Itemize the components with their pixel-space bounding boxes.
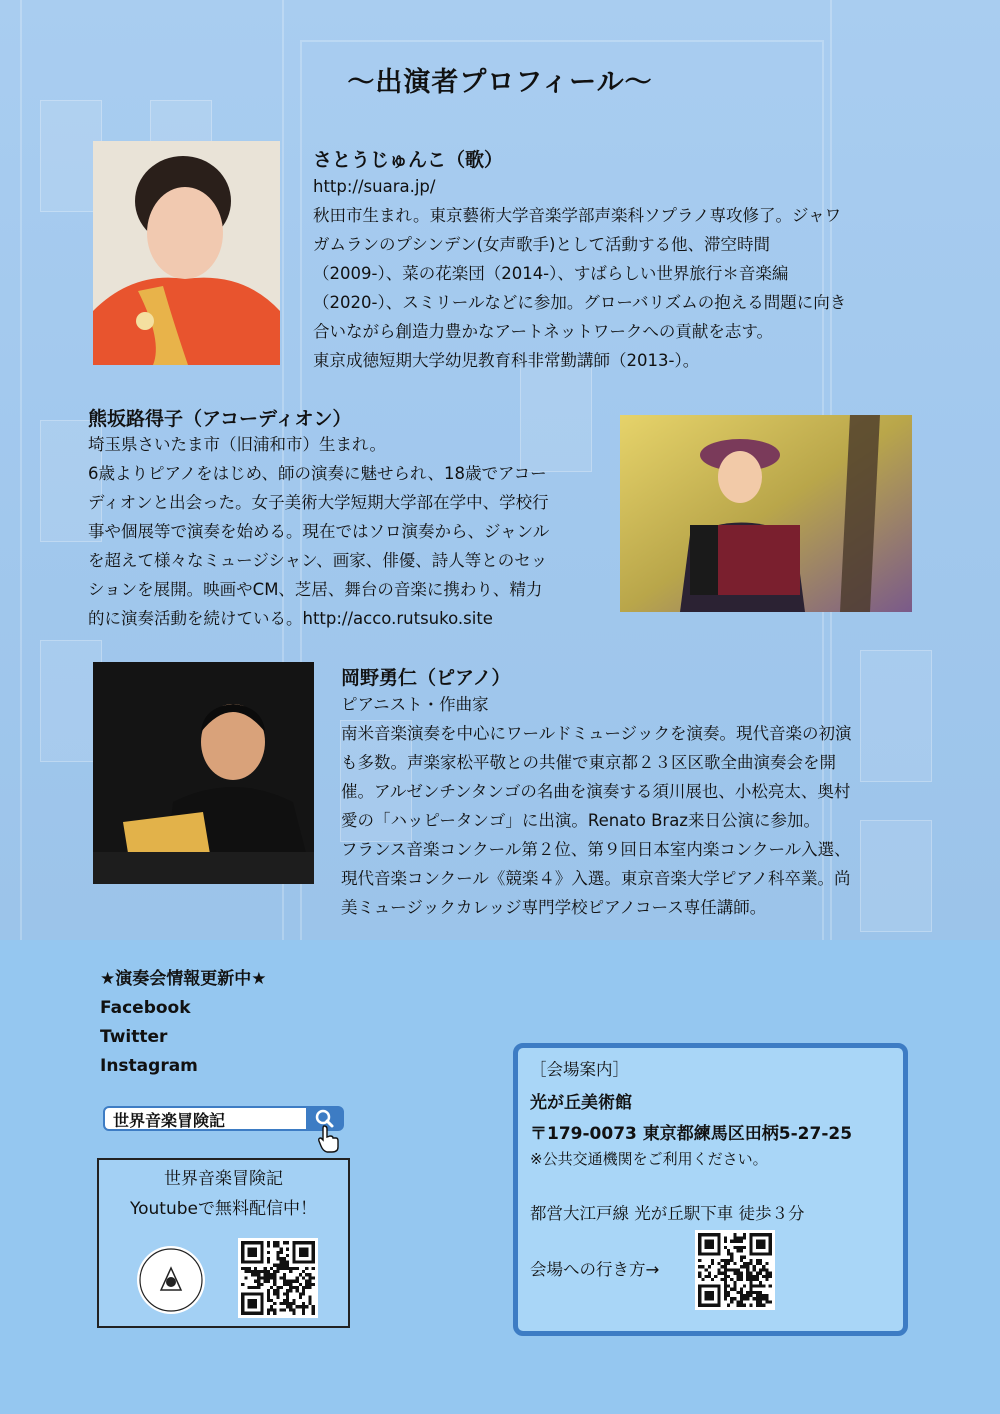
bio-line: 的に演奏活動を続けている。http://acco.rutsuko.site [88,609,493,628]
performer-bio-1 [313,172,846,375]
concert-info-block [100,965,266,1081]
venue-access: 都営大江戸線 光が丘駅下車 徒歩３分 [530,1204,805,1223]
performer-name-1: さとうじゅんこ（歌） [313,149,504,171]
twitter-link[interactable]: Twitter [100,1027,168,1047]
bio-line: （2020-）、スミリールなどに参加。グローバリズムの抱える問題に向き [313,293,847,312]
bio-line: 埼玉県さいたま市（旧浦和市）生まれ。 [88,435,386,454]
bio-line: フランス音楽コンクール第２位、第９回日本室内楽コンクール入選、 [341,840,851,859]
bio-line: 愛の「ハッピータンゴ」に出演。Renato Braz来日公演に参加。 [341,811,820,830]
bio-line: 秋田市生まれ。東京藝術大学音楽学部声楽科ソプラノ専攻修了。ジャワ [313,206,842,225]
accordionist-photo [620,415,912,612]
performer-bio-3 [341,690,852,922]
page-title: 〜出演者プロフィール〜 [347,67,653,98]
venue-info-box [513,1043,908,1336]
instagram-link[interactable]: Instagram [100,1056,198,1076]
singer-photo [93,141,280,365]
search-input[interactable]: 世界音楽冒険記 [103,1106,308,1131]
venue-label: ［会場案内］ [530,1060,629,1079]
bio-line: 美ミュージックカレッジ専門学校ピアノコース専任講師。 [341,898,767,917]
bio-line: 6歳よりピアノをはじめ、師の演奏に魅せられ、18歳でアコー [88,464,547,483]
venue-map-qr-code[interactable] [695,1230,775,1310]
bio-line: ガムランのプシンデン(女声歌手)として活動する他、滞空時間 [313,235,770,254]
youtube-box [97,1158,350,1328]
venue-address: 〒179-0073 東京都練馬区田柄5-27-25 [530,1124,853,1144]
facebook-link[interactable]: Facebook [100,998,191,1018]
bio-line: 東京成徳短期大学幼児教育科非常勤講師（2013-）。 [313,351,700,370]
world-music-logo [137,1246,205,1314]
bio-line: （2009-）、菜の花楽団（2014-）、すばらしい世界旅行＊音楽編 [313,264,789,283]
youtube-title: 世界音楽冒険記 [164,1169,283,1189]
venue-note: ※公共交通機関をご利用ください。 [530,1150,768,1168]
concert-info-heading: ★演奏会情報更新中★ [100,969,267,989]
youtube-qr-code[interactable] [238,1238,318,1318]
hand-cursor-icon [316,1124,342,1154]
bio-line: ピアニスト・作曲家 [341,695,489,714]
performer-name-2: 熊坂路得子（アコーディオン） [88,408,352,430]
bio-line: 事や個展等で演奏を始める。現在ではソロ演奏から、ジャンル [88,522,550,541]
performer-name-3: 岡野勇仁（ピアノ） [341,667,511,689]
bio-line: 催。アルゼンチンタンゴの名曲を演奏する須川展也、小松亮太、奥村 [341,782,851,801]
bio-line: を超えて様々なミュージシャン、画家、俳優、詩人等とのセッ [88,551,548,570]
bio-line: ションを展開。映画やCM、芝居、舞台の音楽に携わり、精力 [88,580,543,599]
performer-bio-2 [88,430,549,633]
venue-directions: 会場への行き方→ [530,1260,660,1279]
venue-name: 光が丘美術館 [530,1093,632,1113]
pianist-photo [93,662,314,884]
bio-line: も多数。声楽家松平敬との共催で東京都２３区区歌全曲演奏会を開 [341,753,836,772]
bio-line: 現代音楽コンクール《競楽４》入選。東京音楽大学ピアノ科卒業。尚 [341,869,851,888]
bio-line: 南米音楽演奏を中心にワールドミュージックを演奏。現代音楽の初演 [341,724,852,743]
bio-line[interactable]: http://suara.jp/ [313,177,436,196]
youtube-subtitle: Youtubeで無料配信中！ [130,1199,317,1219]
bio-line: 合いながら創造力豊かなアートネットワークへの貢献を志す。 [313,322,774,341]
bio-line: ディオンと出会った。女子美術大学短期大学部在学中、学校行 [88,493,549,512]
